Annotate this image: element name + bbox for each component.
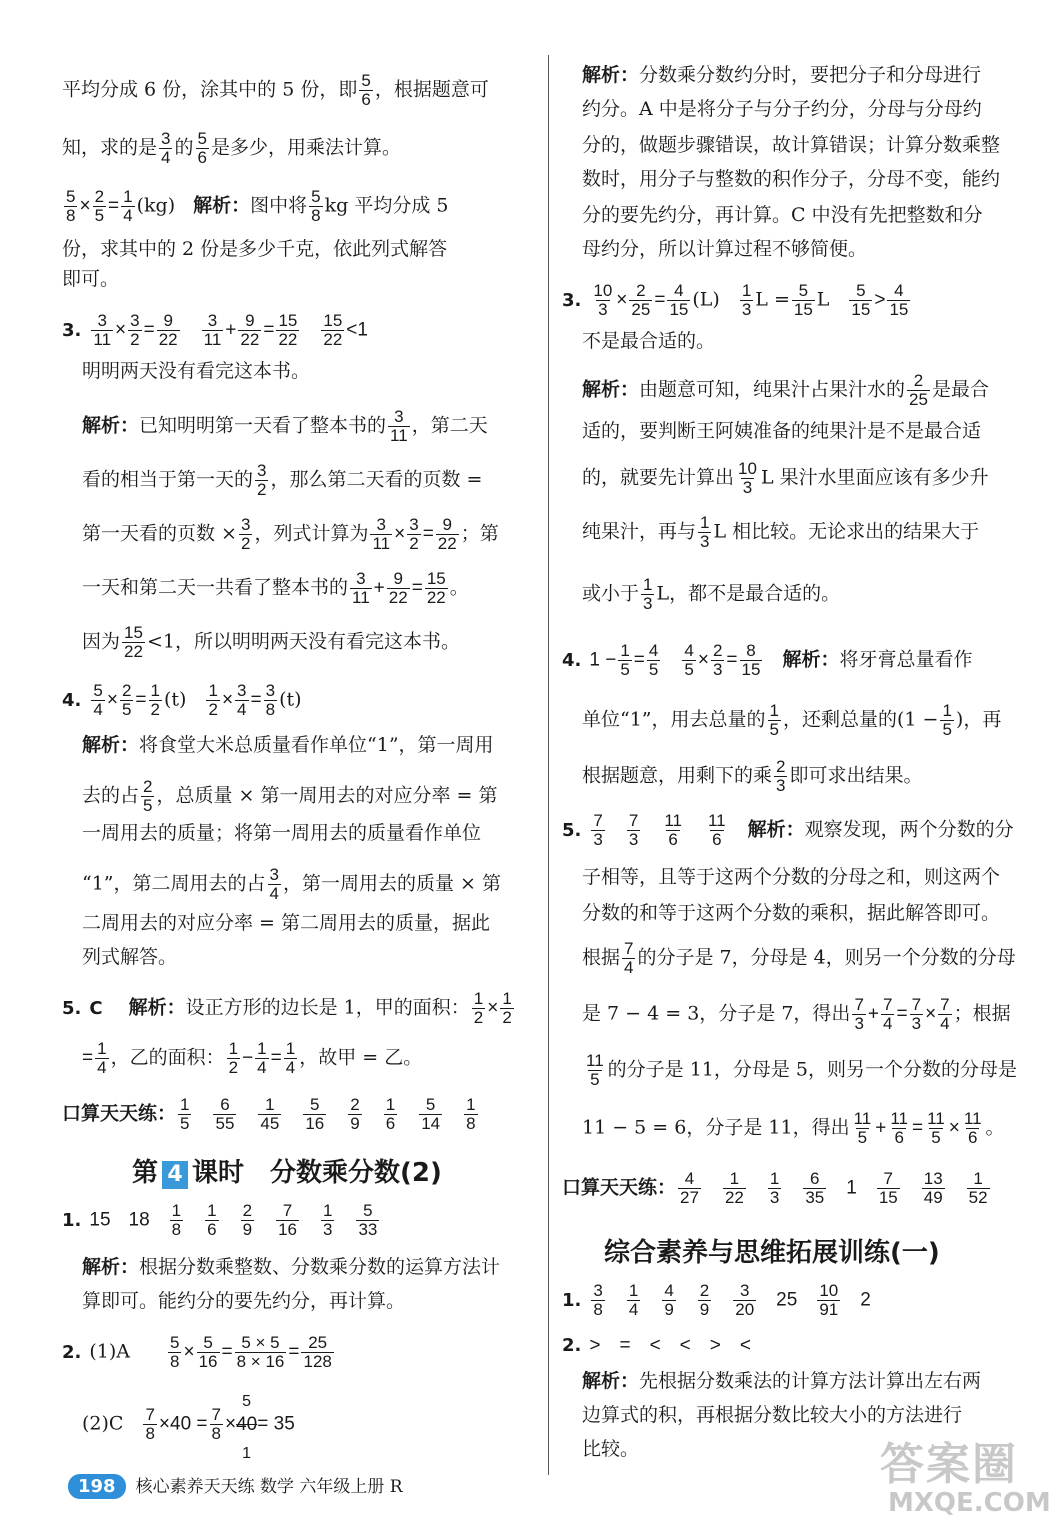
- explanation-line: “1”，第二周用去的占 $\frac{3}{4}$ ，第一周用去的质量 × 第: [82, 865, 501, 903]
- kousuan-line-right: 口算天天练： $\frac{4}{27}$ $\frac{1}{22}$ $\frac{1}{3}$ $\frac{6}{35}$ 1 $\frac{7}{15}$ $\frac{13}{49}$ $\frac{1}{52}$: [562, 1169, 988, 1207]
- explanation-line: 一天和第二天一共看了整本书的 $\frac{3}{11}$ + $\frac{9}{22}$ = $\frac{15}{22}$ 。: [82, 569, 469, 607]
- watermark-url: MXQE.COM: [888, 1488, 1051, 1518]
- lesson-question-2b: (2)C $\frac{7}{8}$ ×40 = $\frac{7}{8}$ × 5 40 1 = 35: [82, 1392, 295, 1462]
- explanation-line: 纯果汁，再与 $\frac{1}{3}$ L 相比较。无论求出的结果大于: [582, 513, 980, 551]
- question-5-right: 5. $\frac{7}{3}$ $\frac{7}{3}$ $\frac{11}{6}$ $\frac{11}{6}$ 解析：观察发现，两个分数的分: [562, 811, 1014, 849]
- explanation-line: 适的，要判断王阿姨准备的纯果汁是不是最合适: [582, 420, 982, 442]
- answer-line: 明明两天没有看完这本书。: [82, 360, 311, 382]
- explanation-line: 边算式的积，再根据分数比较大小的方法进行: [582, 1404, 963, 1426]
- explanation-line: 11 − 5 = 6，分子是 11，得出 $\frac{11}{5}$ + $\frac{11}{6}$ = $\frac{11}{5}$ × $\frac{11}{6}$ 。: [582, 1109, 1005, 1147]
- question-5: 5. C 解析：设正方形的边长是 1，甲的面积： $\frac{1}{2}$ × $\frac{1}{2}$: [62, 989, 512, 1027]
- explanation-line: 或小于 $\frac{1}{3}$ L，都不是最合适的。: [582, 575, 841, 613]
- section-heading: 综合素养与思维拓展训练(一): [604, 1238, 940, 1268]
- question-3: 3. $\frac{3}{11}$ × $\frac{3}{2}$ = $\frac{9}{22}$ $\frac{3}{11}$ + $\frac{9}{22}$ = $\frac{15}{22}$ $\frac{15}{22}$ <1: [62, 311, 368, 349]
- explanation-line: 解析：根据分数乘整数、分数乘分数的运算方法计: [82, 1256, 501, 1278]
- watermark-title: 答案圈: [880, 1439, 1018, 1490]
- explanation-line: $\frac{11}{5}$ 的分子是 11，分母是 5，则另一个分数的分母是: [586, 1051, 1018, 1089]
- column-divider: [548, 55, 549, 1475]
- page-footer: [68, 1472, 403, 1499]
- explanation-line: 解析：将食堂大米总质量看作单位“1”，第一周用: [82, 734, 494, 756]
- kousuan-line: 口算天天练： $\frac{1}{5}$ $\frac{6}{55}$ $\frac{1}{45}$ $\frac{5}{16}$ $\frac{2}{9}$ $\frac{1}{6}$ $\frac{5}{14}$ $\frac{1}{8}$: [62, 1095, 476, 1133]
- question-4-right: 4. 1 − $\frac{1}{5}$ = $\frac{4}{5}$ $\frac{4}{5}$ × $\frac{2}{3}$ = $\frac{8}{15}$ 解析：将牙膏总量看作: [562, 641, 973, 679]
- explanation-line: 解析：由题意可知，纯果汁占果汁水的 $\frac{2}{25}$ 是最合: [582, 371, 989, 409]
- explanation-line: 因为 $\frac{15}{22}$ <1，所以明明两天没有看完这本书。: [82, 623, 460, 661]
- explanation-line: 去的占 $\frac{2}{5}$ ，总质量 × 第一周用去的对应分率 = 第: [82, 777, 498, 815]
- explanation-line: 解析：分数乘分数约分时，要把分子和分母进行: [582, 64, 982, 86]
- explanation-line: 分的要先约分，再计算。C 中没有先把整数和分: [582, 204, 983, 226]
- text-line: 知，求的是 $\frac{3}{4}$ 的 $\frac{5}{6}$ 是多少，用乘法计算。: [62, 129, 401, 167]
- explanation-line: = $\frac{1}{4}$ ，乙的面积： $\frac{1}{2}$ − $\frac{1}{4}$ = $\frac{1}{4}$ ，故甲 = 乙。: [82, 1039, 423, 1077]
- explanation-line: 比较。: [582, 1438, 640, 1460]
- explanation-line: 分的，做题步骤错误，故计算错误；计算分数乘整: [582, 134, 1001, 156]
- explanation-line: 根据 $\frac{7}{4}$ 的分子是 7，分母是 4，则另一个分数的分母: [582, 939, 1016, 977]
- explanation-line: 分数的和等于这两个分数的乘积，据此解答即可。: [582, 902, 1001, 924]
- explanation-line: 第一天看的页数 × $\frac{3}{2}$ ，列式计算为 $\frac{3}{11}$ × $\frac{3}{2}$ = $\frac{9}{22}$ ；第: [82, 515, 499, 553]
- explanation-line: 母约分，所以计算过程不够简便。: [582, 238, 868, 260]
- explanation-line: 数时，用分子与整数的积作分子，分母不变，能约: [582, 168, 1001, 190]
- cancel-annotation: 5 40 1: [236, 1392, 258, 1462]
- explanation-line: 是 7 − 4 = 3，分子是 7，得出 $\frac{7}{3}$ + $\frac{7}{4}$ = $\frac{7}{3}$ × $\frac{7}{4}$ ；根据: [582, 995, 1011, 1033]
- lesson-question-2: 2. (1)A $\frac{5}{8}$ × $\frac{5}{16}$ = $\frac{5 \times 5}{8 \times 16}$ = $\frac{25}{128}$: [62, 1333, 332, 1371]
- text-line: $\frac{5}{8}$ × $\frac{2}{5}$ = $\frac{1}{4}$ (kg) 解析：图中将 $\frac{5}{8}$ kg 平均分成 5: [66, 187, 449, 225]
- explanation-line: 根据题意，用剩下的乘 $\frac{2}{3}$ 即可求出结果。: [582, 757, 923, 795]
- question-4: 4. $\frac{5}{4}$ × $\frac{2}{5}$ = $\frac{1}{2}$ (t) $\frac{1}{2}$ × $\frac{3}{4}$ = $\frac{3}{8}$ (t): [62, 681, 302, 719]
- question-3-right: 3. $\frac{10}{3}$ × $\frac{2}{25}$ = $\frac{4}{15}$ (L) $\frac{1}{3}$ L = $\frac{5}{15}$ L $\frac{5}{15}$ > $\frac{4}{15}$: [562, 281, 909, 319]
- lesson-question-1: 1. 15 18 $\frac{1}{8}$ $\frac{1}{6}$ $\frac{2}{9}$ $\frac{7}{16}$ $\frac{1}{3}$ $\frac{5}{33}$: [62, 1201, 378, 1239]
- answer-line: 不是最合适的。: [582, 330, 716, 352]
- text-line: 份，求其中的 2 份是多少千克，依此列式解答: [62, 238, 448, 260]
- lesson-heading: 第 4 课时 分数乘分数(2): [132, 1158, 442, 1188]
- watermark-logo: [880, 1428, 1050, 1528]
- explanation-line: 看的相当于第一天的 $\frac{3}{2}$ ，那么第二天看的页数 =: [82, 461, 483, 499]
- training-question-1: 1. $\frac{3}{8}$ $\frac{1}{4}$ $\frac{4}{9}$ $\frac{2}{9}$ $\frac{3}{20}$ 25 $\frac{10}{91}$ 2: [562, 1281, 871, 1319]
- explanation-line: 解析：已知明明第一天看了整本书的 $\frac{3}{11}$ ，第二天: [82, 407, 488, 445]
- explanation-line: 算即可。能约分的要先约分，再计算。: [82, 1290, 406, 1312]
- explanation-line: 一周用去的质量；将第一周用去的质量看作单位: [82, 822, 482, 844]
- explanation-line: 二周用去的对应分率 = 第二周用去的质量，据此: [82, 912, 491, 934]
- training-question-2: 2. > = < < > <: [562, 1335, 751, 1356]
- explanation-line: 子相等，且等于这两个分数的分母之和，则这两个: [582, 866, 1001, 888]
- text-line: 平均分成 6 份，涂其中的 5 份，即 $\frac{5}{6}$ ，根据题意可: [62, 71, 489, 109]
- text-line: 即可。: [62, 268, 120, 290]
- book-title: 核心素养天天练 数学 六年级上册 R: [135, 1477, 403, 1497]
- explanation-line: 单位“1”，用去总量的 $\frac{1}{5}$ ，还剩总量的(1 − $\frac{1}{5}$ )，再: [582, 701, 1002, 739]
- explanation-line: 解析：先根据分数乘法的计算方法计算出左右两: [582, 1370, 982, 1392]
- explanation-line: 约分。A 中是将分子与分子约分，分母与分母约: [582, 98, 982, 120]
- explanation-line: 列式解答。: [82, 946, 178, 968]
- explanation-line: 的，就要先计算出 $\frac{10}{3}$ L 果汁水里面应该有多少升: [582, 459, 989, 497]
- page-number: 198: [68, 1474, 126, 1499]
